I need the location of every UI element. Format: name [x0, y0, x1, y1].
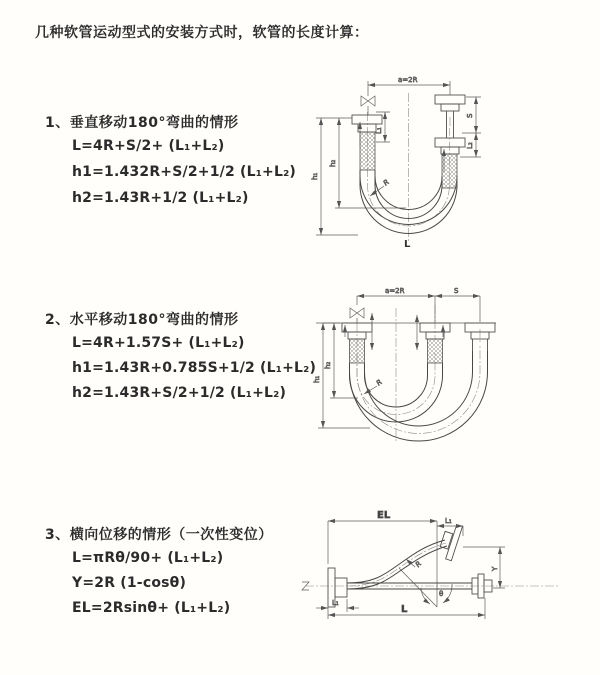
fitting-dimensions: [372, 313, 417, 350]
section-1-formula-h2: h2=1.43R+1/2 (L₁+L₂): [72, 190, 249, 206]
dimension-span-travel: [357, 287, 480, 322]
diagram-lateral-displacement: [295, 500, 600, 660]
dim-label-h1: h₁: [313, 375, 321, 383]
diagram-vertical-180-bend: [300, 68, 600, 263]
dim-label-travel: S: [454, 287, 459, 295]
section-2-heading: 2、水平移动180°弯曲的情形: [45, 312, 239, 328]
dimension-el: [328, 510, 437, 564]
dim-label-span: a=2R: [398, 76, 418, 84]
hose-s-curve: [347, 540, 447, 589]
section-3-heading: 3、横向位移的情形（一次性变位）: [45, 527, 273, 543]
dim-label-length: L: [401, 604, 408, 615]
hose-u-curves: [350, 351, 488, 441]
dim-label-top-fitting: L₁: [445, 517, 452, 525]
direction-arrows: [345, 325, 443, 337]
section-1-formula-h1: h1=1.432R+S/2+1/2 (L₁+L₂): [72, 164, 297, 180]
valve-icon: [361, 96, 375, 115]
dimension-span: [368, 76, 450, 96]
dim-label-h2: h₂: [324, 361, 332, 369]
dim-label-radius: R: [374, 378, 384, 388]
dim-label-radius: R: [381, 178, 391, 188]
dim-label-right-fitting: L₂: [466, 142, 474, 149]
dim-label-travel: S: [466, 113, 474, 118]
braided-hose-section: [360, 132, 375, 170]
centerlines: [368, 93, 451, 243]
section-2-formula-L: L=4R+1.57S+ (L₁+L₂): [72, 335, 245, 351]
left-pipe-fitting: [352, 115, 382, 170]
radius-leader: [406, 559, 423, 569]
radius-leader: [370, 178, 391, 196]
dim-label-h2: h₂: [329, 159, 337, 167]
valve-icon: [350, 308, 364, 323]
braided-hose-section: [350, 339, 365, 363]
braided-hose-section: [428, 339, 443, 363]
dim-label-left-fitting: L₁: [375, 127, 383, 134]
dim-label-bottom-fitting: L₁: [332, 599, 339, 607]
section-1-heading: 1、垂直移动180°弯曲的情形: [45, 115, 239, 131]
dim-label-angle: θ: [439, 590, 444, 598]
dim-label-radius: R: [414, 559, 424, 569]
dimension-travel: [460, 97, 481, 157]
page-title: 几种软管运动型式的安装方式时，软管的长度计算：: [35, 25, 369, 41]
dim-label-length: L: [404, 239, 411, 250]
radius-leader: [364, 378, 384, 394]
dim-label-offset: Y: [491, 566, 499, 571]
section-3-formula-EL: EL=2Rsinθ+ (L₁+L₂): [72, 600, 231, 616]
dimension-left-fitting: [375, 112, 390, 142]
section-1-formula-L: L=4R+S/2+ (L₁+L₂): [72, 138, 225, 154]
section-3-formula-Y: Y=2R (1-cosθ): [72, 575, 187, 591]
section-3-formula-L: L=πRθ/90+ (L₁+L₂): [72, 550, 224, 566]
dim-label-el: EL: [377, 510, 391, 521]
section-2-formula-h2: h2=1.43R+S/2+1/2 (L₁+L₂): [72, 385, 287, 401]
dim-label-h1: h₁: [311, 172, 319, 180]
right-pipe-fitting: [435, 95, 465, 188]
diagram-horizontal-180-bend: [300, 283, 600, 458]
dimension-length: [328, 598, 485, 619]
dimension-bottom-fitting: [316, 599, 359, 612]
centerlines: [357, 305, 480, 443]
section-2-formula-h1: h1=1.43R+0.785S+1/2 (L₁+L₂): [72, 360, 317, 376]
dim-label-span: a=2R: [385, 287, 405, 295]
dimension-heights: [311, 118, 406, 235]
